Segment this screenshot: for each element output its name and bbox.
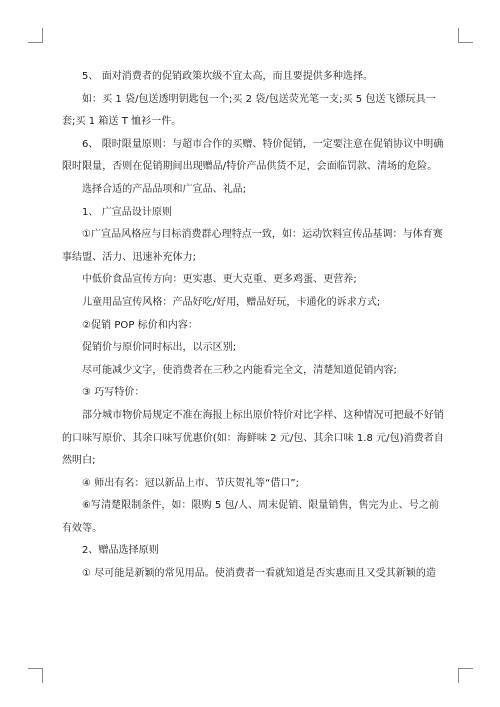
paragraph: 选择合适的产品品项和广宣品、礼品;: [82, 183, 247, 195]
crop-mark-top-left: [28, 28, 43, 43]
paragraph: 尽可能减少文字，使消费者在三秒之内能看完全文，清楚知道促销内容;: [82, 364, 397, 376]
crop-mark-bottom-left: [28, 668, 43, 683]
paragraph: 如：买 1 袋/包送透明钥匙包一个;买 2 袋/包送荧光笔一支;买 5 包送飞镖玩具一套;买 1 箱送 T 恤衫一件。: [62, 93, 436, 128]
crop-mark-bottom-right: [458, 668, 473, 683]
paragraph: 2、赠品选择原则: [82, 545, 159, 557]
paragraph: ①广宣品风格应与目标消费群心理特点一致，如：运动饮料宣传品基调：与体育赛事结盟、活力、迅速补充体力;: [62, 229, 443, 263]
paragraph: ⑥写清楚限制条件，如：限购 5 包/人、周末促销、限量销售，售完为止、号之前有效等。: [62, 500, 439, 534]
paragraph: 6、 限时限量原则：与超市合作的买赠、特价促销，一定要注意在促销协议中明确限时限量，否则在促销期间出现赠品/特价产品供货不足，会面临罚款、清场的危险。: [62, 138, 444, 173]
paragraph: 1、 广宣品设计原则: [82, 206, 173, 218]
paragraph: ① 尽可能是新颖的常见用品。使消费者一看就知道是否实惠而且又受其新颖的造: [82, 568, 436, 580]
paragraph: 5、 面对消费者的促销政策坎级不宜太高，而且要提供多种选择。: [82, 71, 374, 82]
paragraph: ④ 师出有名：冠以新品上市、节庆贺礼等“借口”;: [82, 477, 300, 489]
paragraph: 中低价食品宣传方向：更实惠、更大克重、更多鸡蛋、更营养;: [82, 274, 357, 286]
document-body: [62, 66, 446, 586]
paragraph: ③ 巧写特价：: [82, 387, 145, 399]
crop-mark-top-right: [458, 28, 473, 43]
paragraph: 儿童用品宣传风格：产品好吃/好用，赠品好玩，卡通化的诉求方式;: [82, 296, 381, 308]
paragraph: 促销价与原价同时标出，以示区别;: [82, 342, 237, 354]
paragraph: ②促销 POP 标价和内容：: [82, 319, 198, 331]
paragraph: 部分城市物价局规定不准在海报上标出原价特价对比字样、这种情况可把最不好销的口味写原价、其余口味写优惠价(如：海鲜味 2 元/包、其余口味 1.8 元/包)消费者自然明白;: [62, 409, 444, 467]
